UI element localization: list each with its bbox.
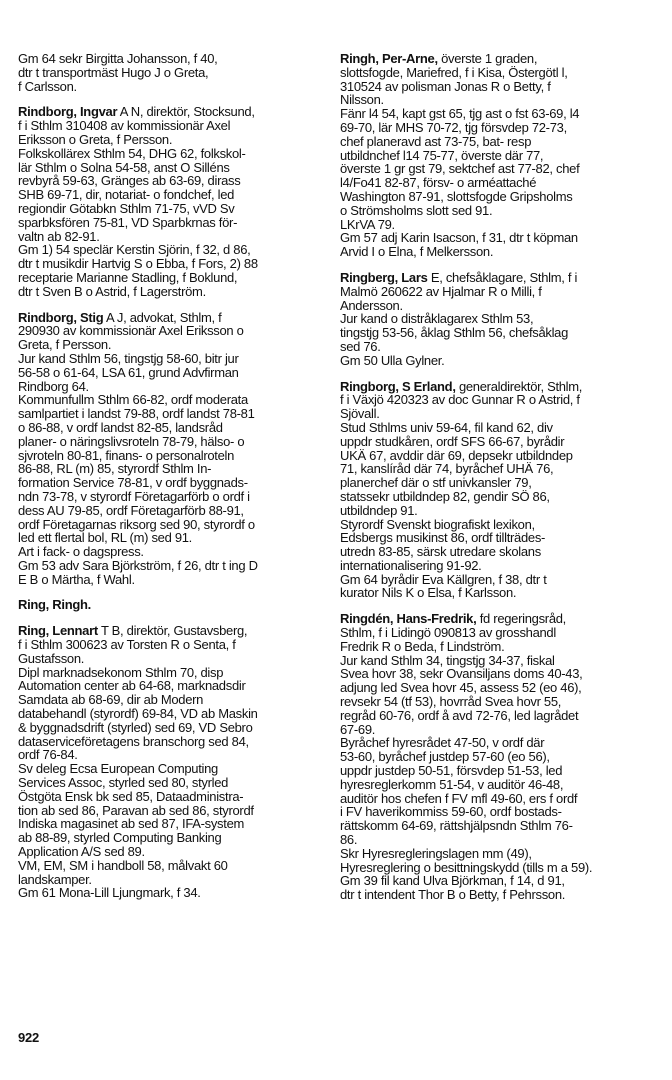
biography-entry [18,105,323,298]
entry-line [18,311,323,325]
entry-line: f Carlsson. [18,78,77,94]
entry-line: f i Sthlm 300623 av Torsten R o Senta, f [18,637,236,653]
page-number: 922 [18,1030,40,1045]
entry-line: planer- o näringslivsroteln 78-79, hälso- o [18,433,245,449]
entry-line: Gm 39 fil kand Ulva Björkman, f 14, d 91, [340,873,565,889]
entry-name: Rindborg, Ingvar [18,104,118,120]
entry-line [18,52,323,66]
entry-line: Greta, f Persson. [18,337,112,353]
entry-line: ab 88-89, styrled Computing Banking [18,830,222,846]
entry-line: VM, EM, SM i handboll 58, målvakt 60 [18,857,228,873]
entry-line: utbildndep 91. [340,502,418,518]
entry-text: A N, direktör, Stocksund, [117,104,255,120]
entry-line: dtr t intendent Thor B o Betty, f Pehrsson. [340,887,566,903]
biography-entry [18,624,323,900]
entry-line: f i Växjö 420323 av doc Gunnar R o Astrid, f [340,392,580,408]
entry-line: Gustafsson. [18,650,85,666]
entry-line: internationalisering 91-92. [340,557,482,573]
entry-text: fd regeringsråd, [476,611,566,627]
entry-line: Nilsson. [340,92,384,108]
entry-line [18,624,323,638]
entry-line: 69-70, lär MHS 70-72, tjg försvdep 72-73, [340,119,567,135]
entry-line: i FV haverikommiss 59-60, ordf bostads- [340,804,562,820]
entry-line: rättskomm 64-69, rättshjälpsndn Sthlm 76- [340,818,573,834]
entry-line: Services Assoc, styrled sed 80, styrled [18,775,229,791]
biography-entry [18,52,323,93]
entry-line: utbildnchef l14 75-77, överste där 77, [340,147,544,163]
entry-line [340,380,645,394]
entry-line: dataserviceföretagens branschorg sed 84, [18,733,249,749]
entry-line: samlpartiet i landst 79-88, ordf landst 78-81 [18,406,255,422]
entry-line: regiondir Götabkn Sthlm 71-75, vVD Sv [18,200,235,216]
entry-line: Washington 87-91, slottsfogde Gripsholms [340,188,573,204]
biography-entry [18,311,323,587]
entry-line: adjung led Svea hovr 45, assess 52 (eo 46), [340,680,582,696]
entry-line [18,105,323,119]
entry-line: 290930 av kommissionär Axel Eriksson o [18,323,244,339]
entry-text: överste 1 graden, [437,51,538,66]
entry-line: chef planeravd ast 73-75, bat- resp [340,133,532,149]
entry-name: Ringdén, Hans-Fredrik, [340,611,477,627]
entry-line: Gm 61 Mona-Lill Ljungmark, f 34. [18,885,201,901]
entry-text: A J, advokat, Sthlm, f [103,309,222,325]
entry-line: Hyresreglering o besittningskydd (tills m a 59). [340,859,593,875]
entry-line: revsekr 54 (tf 53), hovrråd Svea hovr 55, [340,694,562,710]
entry-line [340,271,645,285]
entry-line: hyresreglerkomm 51-54, v auditör 46-48, [340,776,564,792]
entry-name: Ringberg, Lars [340,269,428,285]
entry-name: Rindborg, Stig [18,309,104,325]
right-column [340,52,645,914]
entry-line: SHB 69-71, dir, notariat- o fondchef, led [18,187,235,203]
entry-line: 310524 av polisman Jonas R o Betty, f [340,78,551,94]
entry-line [340,612,645,626]
entry-line: landskamper. [18,871,92,887]
entry-line: revbyrå 59-63, Gränges ab 63-69, dirass [18,173,241,189]
entry-line: Sthlm, f i Lidingö 090813 av grosshandl [340,625,556,641]
entry-line: Fänr l4 54, kapt gst 65, tjg ast o fst 63-69, l4 [340,106,580,122]
entry-line: l4/Fo41 82-87, försv- o arméattaché [340,175,537,191]
entry-line: auditör hos chefen f FV mfl 49-60, ers f ordf [340,790,578,806]
entry-line: Styrordf Svenskt biografiskt lexikon, [340,516,535,532]
entry-line: dtr t musikdir Hartvig S o Ebba, f Fors, 2) 88 [18,256,258,272]
entry-line: Art i fack- o dagspress. [18,544,144,560]
entry-line: Samdata ab 68-69, dir ab Modern [18,692,204,708]
entry-line: Skr Hyresregleringslagen mm (49), [340,845,532,861]
entry-name: Ring, Lennart [18,623,98,639]
entry-line: 86-88, RL (m) 85, styrordf Sthlm In- [18,461,212,477]
entry-line: databehandl (styrordf) 69-84, VD ab Maskin [18,706,258,722]
entry-line: Arvid I o Elna, f Melkersson. [340,244,494,260]
entry-line: o 86-88, v ordf landst 82-85, landsråd [18,419,223,435]
entry-line: Byråchef hyresrådet 47-50, v ordf där [340,735,545,751]
entry-line: Rindborg 64. [18,378,89,394]
entry-line: 71, kanslíråd där 74, byråchef UHÄ 76, [340,461,554,477]
entry-line: formation Service 78-81, v ordf byggnads- [18,475,248,491]
entry-line: regråd 60-76, ordf å avd 72-76, led lagrådet [340,707,579,723]
entry-name: Ringh, Per-Arne, [340,51,438,66]
entry-line: sed 76. [340,338,381,354]
entry-line: Jur kand o distråklagarex Sthlm 53, [340,311,534,327]
entry-line: 56-58 o 61-64, LSA 61, grund Advfirman [18,364,239,380]
entry-line: sjvroteln 80-81, finans- o personalroteln [18,447,235,463]
entry-line: överste 1 gr gst 79, sektchef ast 77-82, chef [340,161,580,177]
entry-text: E, chefsåklagare, Sthlm, f i [427,269,578,285]
entry-line: planerchef där o stf univkansler 79, [340,475,532,491]
entry-line: slottsfogde, Mariefred, f i Kisa, Östergötl l, [340,64,568,80]
entry-line: & byggnadsdrift (styrled) sed 69, VD Sebro [18,719,253,735]
entry-line [340,52,645,66]
entry-line: Jur kand Sthlm 34, tingstjg 34-37, fiskal [340,652,555,668]
entry-line: Gm 64 byrådir Eva Källgren, f 38, dtr t [340,571,547,587]
left-column [18,52,323,912]
entry-line: Folkskollärex Sthlm 54, DHG 62, folkskol- [18,145,246,161]
entry-line: receptarie Marianne Stadling, f Boklund, [18,269,238,285]
entry-line: Gm 50 Ulla Gylner. [340,352,445,368]
entry-line: Gm 1) 54 speclär Kerstin Sjörin, f 32, d 86, [18,242,251,258]
entry-line: statssekr utbildndep 82, gendir SÖ 86, [340,488,550,504]
entry-line: UKÄ 67, avddir där 69, depsekr utbildndep [340,447,573,463]
entry-line: ordf 76-84. [18,747,78,763]
entry-name: Ringborg, S Erland, [340,378,456,394]
entry-line: Automation center ab 64-68, marknadsdir [18,678,246,694]
entry-text: generaldirektör, Sthlm, [455,378,583,394]
entry-name: Ring, Ringh. [18,597,91,613]
entry-line: 53-60, byråchef justdep 57-60 (eo 56), [340,749,550,765]
entry-line: Stud Sthlms univ 59-64, fil kand 62, div [340,419,553,435]
entry-line: dtr t Sven B o Astrid, f Lagerström. [18,283,206,299]
entry-line: f i Sthlm 310408 av kommissionär Axel [18,118,231,134]
entry-line: sparbksfören 75-81, VD Sparbkrnas för- [18,214,238,230]
entry-line: Andersson. [340,297,403,313]
entry-line: uppdr justdep 50-51, försvdep 51-53, led [340,763,563,779]
entry-text: Gm 64 sekr Birgitta Johansson, f 40, [18,51,218,66]
entry-line: Eriksson o Greta, f Persson. [18,131,173,147]
entry-line: dess AU 79-85, ordf Företagarförb 88-91, [18,502,244,518]
entry-line: ndn 73-78, v styrordf Företagarförb o ordf i [18,488,250,504]
biography-entry [340,380,645,601]
entry-line: led ett flertal bol, RL (m) sed 91. [18,530,192,546]
entry-line: Application A/S sed 89. [18,844,145,860]
entry-line [18,598,323,612]
entry-line: Dipl marknadsekonom Sthlm 70, disp [18,664,224,680]
biography-entry [340,52,645,259]
entry-line: kurator Nils K o Elsa, f Karlsson. [340,585,517,601]
entry-line: E B o Märtha, f Wahl. [18,571,135,587]
biography-entry [340,612,645,902]
entry-line: Sjövall. [340,406,380,422]
entry-line: uppdr studkåren, ordf SFS 66-67, byrådir [340,433,565,449]
entry-line: o Strömsholms slott sed 91. [340,202,493,218]
entry-line: LKrVA 79. [340,216,395,232]
entry-line: Fredrik R o Beda, f Lindström. [340,638,505,654]
biography-entry [18,598,323,612]
entry-line: Kommunfullm Sthlm 66-82, ordf moderata [18,392,248,408]
entry-line: Östgöta Ensk bk sed 85, Dataadministra- [18,788,244,804]
entry-line: tingstjg 53-56, åklag Sthlm 56, chefsåklag [340,325,569,341]
entry-line: Edsbergs musikinst 86, ordf tillträdes- [340,530,546,546]
entry-line: Indiska magasinet ab sed 87, IFA-system [18,816,245,832]
entry-line: ordf Företagarnas riksorg sed 90, styrordf o [18,516,255,532]
entry-line: Jur kand Sthlm 56, tingstjg 58-60, bitr jur [18,350,239,366]
entry-line: Malmö 260622 av Hjalmar R o Milli, f [340,283,542,299]
entry-line: dtr t transportmäst Hugo J o Greta, [18,64,209,80]
entry-line: Svea hovr 38, sekr Ovansiljans doms 40-43, [340,666,583,682]
entry-line: Sv deleg Ecsa European Computing [18,761,218,777]
entry-line: valtn ab 82-91. [18,228,100,244]
entry-line: 86. [340,832,358,848]
entry-text: T B, direktör, Gustavsberg, [97,623,248,639]
entry-line: tion ab sed 86, Paravan ab sed 86, styrordf [18,802,254,818]
entry-line: Gm 53 adv Sara Björkström, f 26, dtr t ing D [18,557,258,573]
entry-line: Gm 57 adj Karin Isacson, f 31, dtr t köpman [340,230,578,246]
entry-line: lär Sthlm o Solna 54-58, anst O Silléns [18,159,230,175]
entry-line: utredn 83-85, särsk utredare skolans [340,544,541,560]
entry-line: 67-69. [340,721,376,737]
biography-entry [340,271,645,368]
